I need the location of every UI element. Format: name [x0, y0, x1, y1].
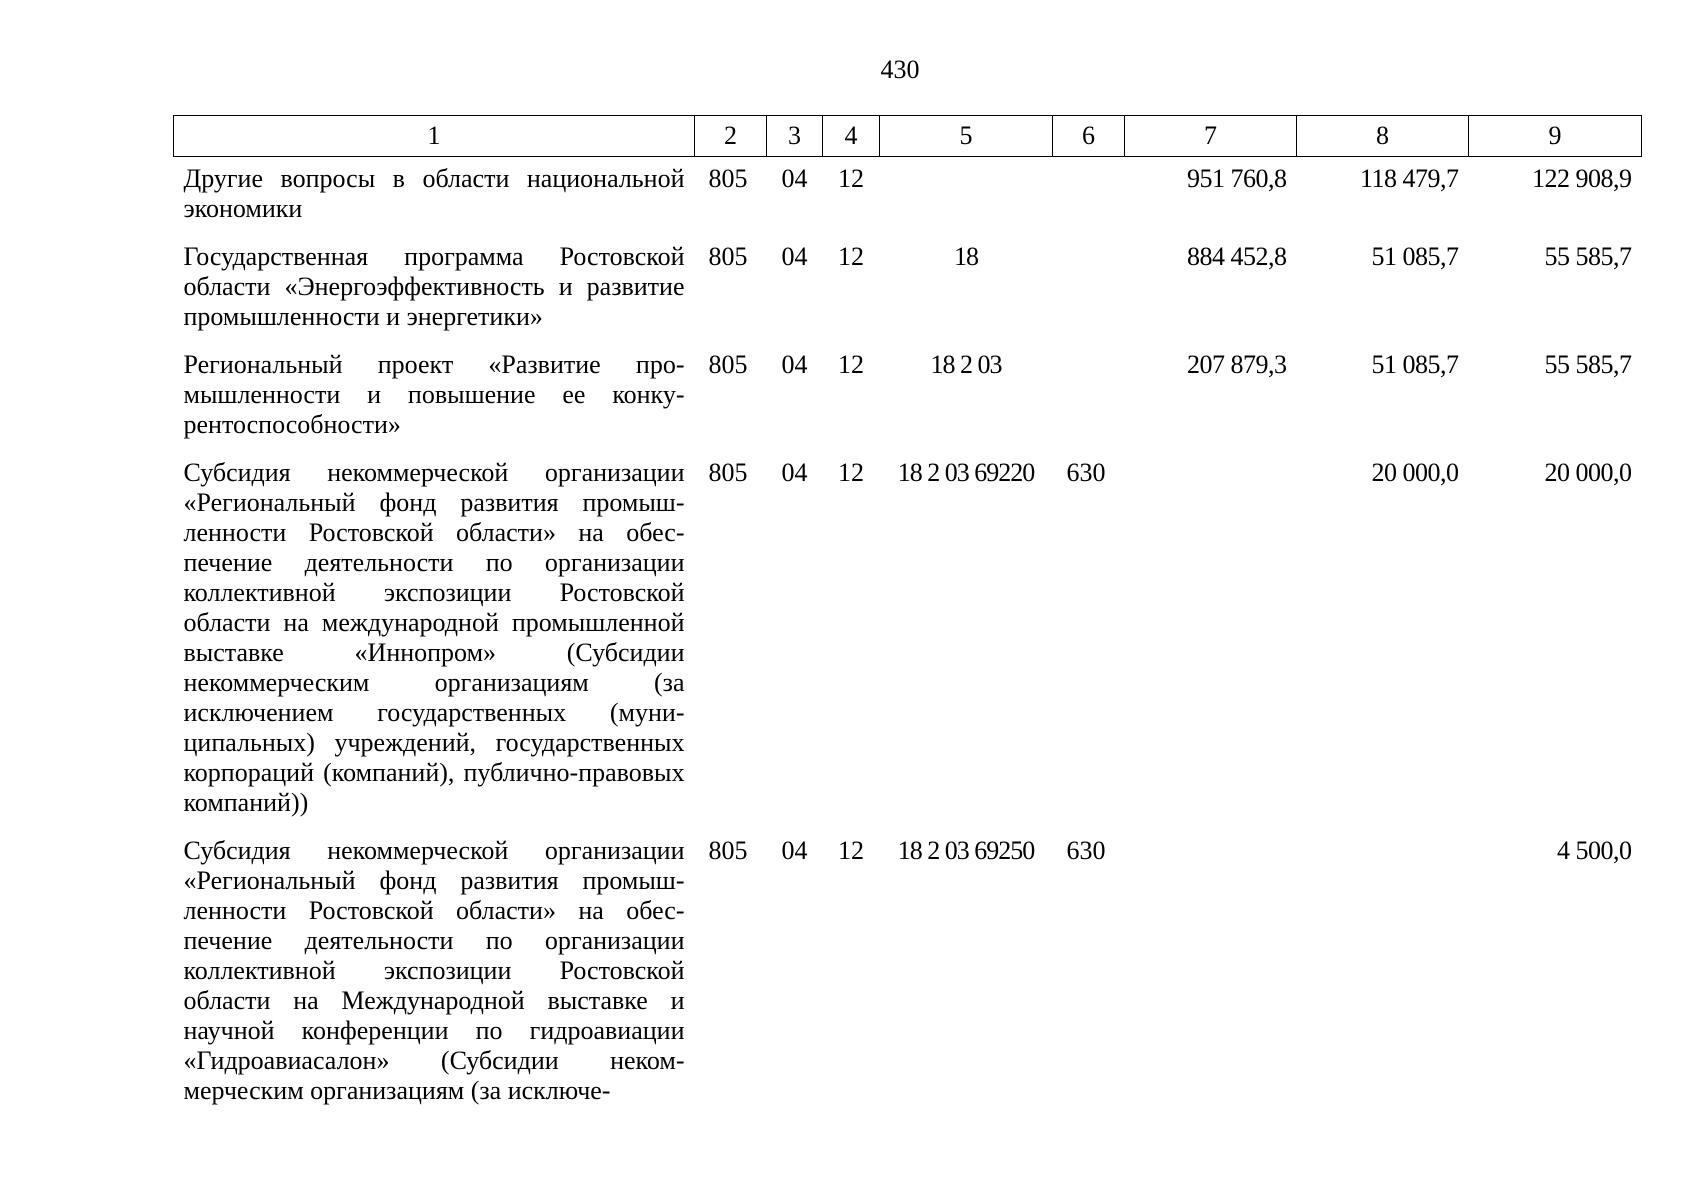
- row-col-2: 805: [708, 164, 748, 193]
- row-col-4: 12: [838, 836, 864, 865]
- row-col-3: 04: [781, 350, 808, 379]
- row-description: Государственная программа Ростовской области «Энергоэффективность и развитие промышленности и энергетики»: [183, 242, 685, 331]
- row-col-6: [1053, 343, 1125, 451]
- row-description: Субсидия некоммерческой организации «Региональный фонд развития промышленности Ростовской области» на обеспечение деятельности по организации коллективной экспозиции Ростовской области на Международной выставке и научной конференции по гидроавиации «Гидроавиасалон» (Субсидии некоммерческим организациям (за исключе-: [183, 836, 685, 1105]
- row-col-7: [1125, 451, 1297, 829]
- row-col-7: 951 760,8: [1187, 164, 1287, 193]
- header-col-5: 5: [880, 116, 1053, 157]
- row-col-5: 18: [954, 242, 978, 271]
- table-row: [174, 451, 1642, 829]
- row-description: Субсидия некоммерческой организации «Региональный фонд развития промышленности Ростовской области» на обеспечение деятельности по организации коллективной экспозиции Ростовской области на международной промышленной выставке «Иннопром» (Субсидии некоммерческим организациям (за исключением государственных (муниципальных) учреждений, государственных корпораций (компаний), публично-правовых компаний)): [183, 458, 685, 817]
- row-col-8: 51 085,7: [1371, 242, 1459, 271]
- row-col-8: [1297, 829, 1469, 1117]
- row-col-4: 12: [838, 350, 864, 379]
- row-col-3: 04: [781, 164, 808, 193]
- row-col-7: 884 452,8: [1187, 242, 1287, 271]
- row-col-5: 18 2 03: [930, 350, 1002, 379]
- header-col-9: 9: [1469, 116, 1642, 157]
- row-col-9: 55 585,7: [1544, 242, 1632, 271]
- row-col-6: 630: [1066, 836, 1106, 865]
- row-col-5: 18 2 03 69250: [897, 836, 1035, 865]
- row-description: Другие вопросы в области национальной экономики: [183, 164, 685, 223]
- row-col-2: 805: [708, 836, 748, 865]
- row-col-9: 122 908,9: [1532, 164, 1632, 193]
- row-col-9: 20 000,0: [1544, 458, 1632, 487]
- row-description: Региональный проект «Развитие промышленности и повышение ее конкурентоспособности»: [183, 350, 685, 439]
- row-col-9: 55 585,7: [1544, 350, 1632, 379]
- header-col-4: 4: [823, 116, 880, 157]
- header-col-1: 1: [174, 116, 695, 157]
- row-col-7: [1125, 829, 1297, 1117]
- row-col-4: 12: [838, 164, 864, 193]
- row-col-2: 805: [708, 458, 748, 487]
- row-col-3: 04: [781, 242, 808, 271]
- row-col-8: 51 085,7: [1371, 350, 1459, 379]
- budget-table: [173, 115, 1642, 1117]
- row-col-6: [1053, 235, 1125, 343]
- table-row: [174, 829, 1642, 1117]
- row-col-7: 207 879,3: [1187, 350, 1287, 379]
- row-col-6: 630: [1066, 458, 1106, 487]
- table-header-row: [174, 116, 1642, 157]
- row-col-8: 118 479,7: [1359, 164, 1459, 193]
- row-col-9: 4 500,0: [1557, 836, 1632, 865]
- row-col-2: 805: [708, 242, 748, 271]
- row-col-3: 04: [781, 836, 808, 865]
- row-col-5: 18 2 03 69220: [897, 458, 1035, 487]
- header-col-7: 7: [1125, 116, 1297, 157]
- header-col-3: 3: [767, 116, 823, 157]
- header-col-2: 2: [695, 116, 767, 157]
- header-col-8: 8: [1297, 116, 1469, 157]
- row-col-8: 20 000,0: [1371, 458, 1459, 487]
- row-col-5: [880, 157, 1053, 236]
- table-row: [174, 235, 1642, 343]
- table-row: [174, 157, 1642, 236]
- header-col-6: 6: [1053, 116, 1125, 157]
- row-col-3: 04: [781, 458, 808, 487]
- row-col-4: 12: [838, 242, 864, 271]
- page-number: 430: [880, 55, 920, 84]
- row-col-6: [1053, 157, 1125, 236]
- row-col-4: 12: [838, 458, 864, 487]
- table-row: [174, 343, 1642, 451]
- row-col-2: 805: [708, 350, 748, 379]
